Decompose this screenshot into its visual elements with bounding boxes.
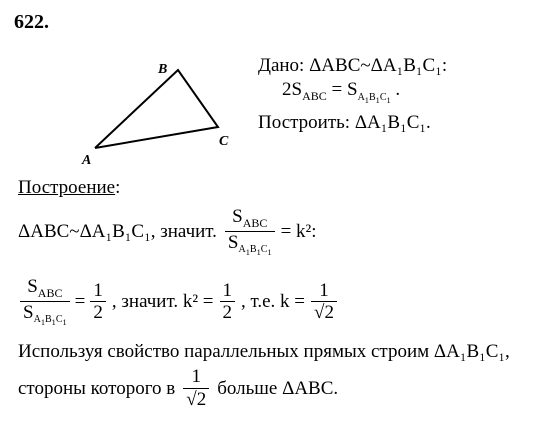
construct-line bbox=[258, 113, 431, 132]
problem-number: 622. bbox=[14, 11, 49, 33]
construction-heading-wrap: Построение: bbox=[18, 177, 121, 198]
vertex-label-c: C bbox=[219, 134, 229, 149]
triangle-abc bbox=[95, 70, 218, 148]
construction-line-2 bbox=[18, 276, 339, 328]
line4-suffix: больше ΔABC. bbox=[217, 377, 339, 399]
vertex-label-b: B bbox=[158, 62, 168, 77]
construction-heading: Построение bbox=[18, 177, 116, 198]
scale-fraction: $\frac{1}{√2}$ bbox=[183, 366, 209, 411]
construct-label: Построить: bbox=[258, 112, 351, 133]
construction-line-1 bbox=[18, 206, 317, 258]
construction-line-4 bbox=[18, 366, 338, 411]
given-relation: ΔABC~ΔA₁B₁C₁: bbox=[309, 55, 448, 76]
area-ratio-fraction-2: $\frac{S_{ABC}}{S_{A_1B_1C_1}}$ bbox=[20, 276, 70, 328]
area-relation: $2S_{ABC} = S_{A_1B_1C_1}$ . bbox=[282, 79, 401, 105]
line2-te: , т.е. k = bbox=[241, 291, 306, 313]
area-ratio-fraction: $\frac{S_{ABC}}{S_{A_1B_1C_1}}$ bbox=[225, 206, 275, 258]
construction-line-3: Используя свойство параллельных прямых строим ΔA₁B₁C₁, bbox=[18, 341, 510, 362]
line2-eq: = bbox=[74, 291, 86, 313]
triangle-figure bbox=[70, 60, 240, 170]
construct-target: ΔA₁B₁C₁. bbox=[354, 112, 431, 133]
half-fraction-2: $\frac{1}{2}$ bbox=[220, 280, 236, 325]
given-line bbox=[258, 56, 447, 75]
given-label: Дано: bbox=[258, 55, 305, 76]
line4-prefix: стороны которого в bbox=[18, 377, 176, 399]
k-fraction: $\frac{1}{√2}$ bbox=[311, 280, 337, 325]
line1-prefix: ΔABC~ΔA₁B₁C₁, значит. bbox=[18, 221, 217, 243]
vertex-label-a: A bbox=[82, 153, 92, 168]
line2-mid: , значит. k² = bbox=[111, 291, 214, 313]
half-fraction: $\frac{1}{2}$ bbox=[90, 280, 106, 325]
line1-suffix: = k²: bbox=[280, 221, 317, 243]
